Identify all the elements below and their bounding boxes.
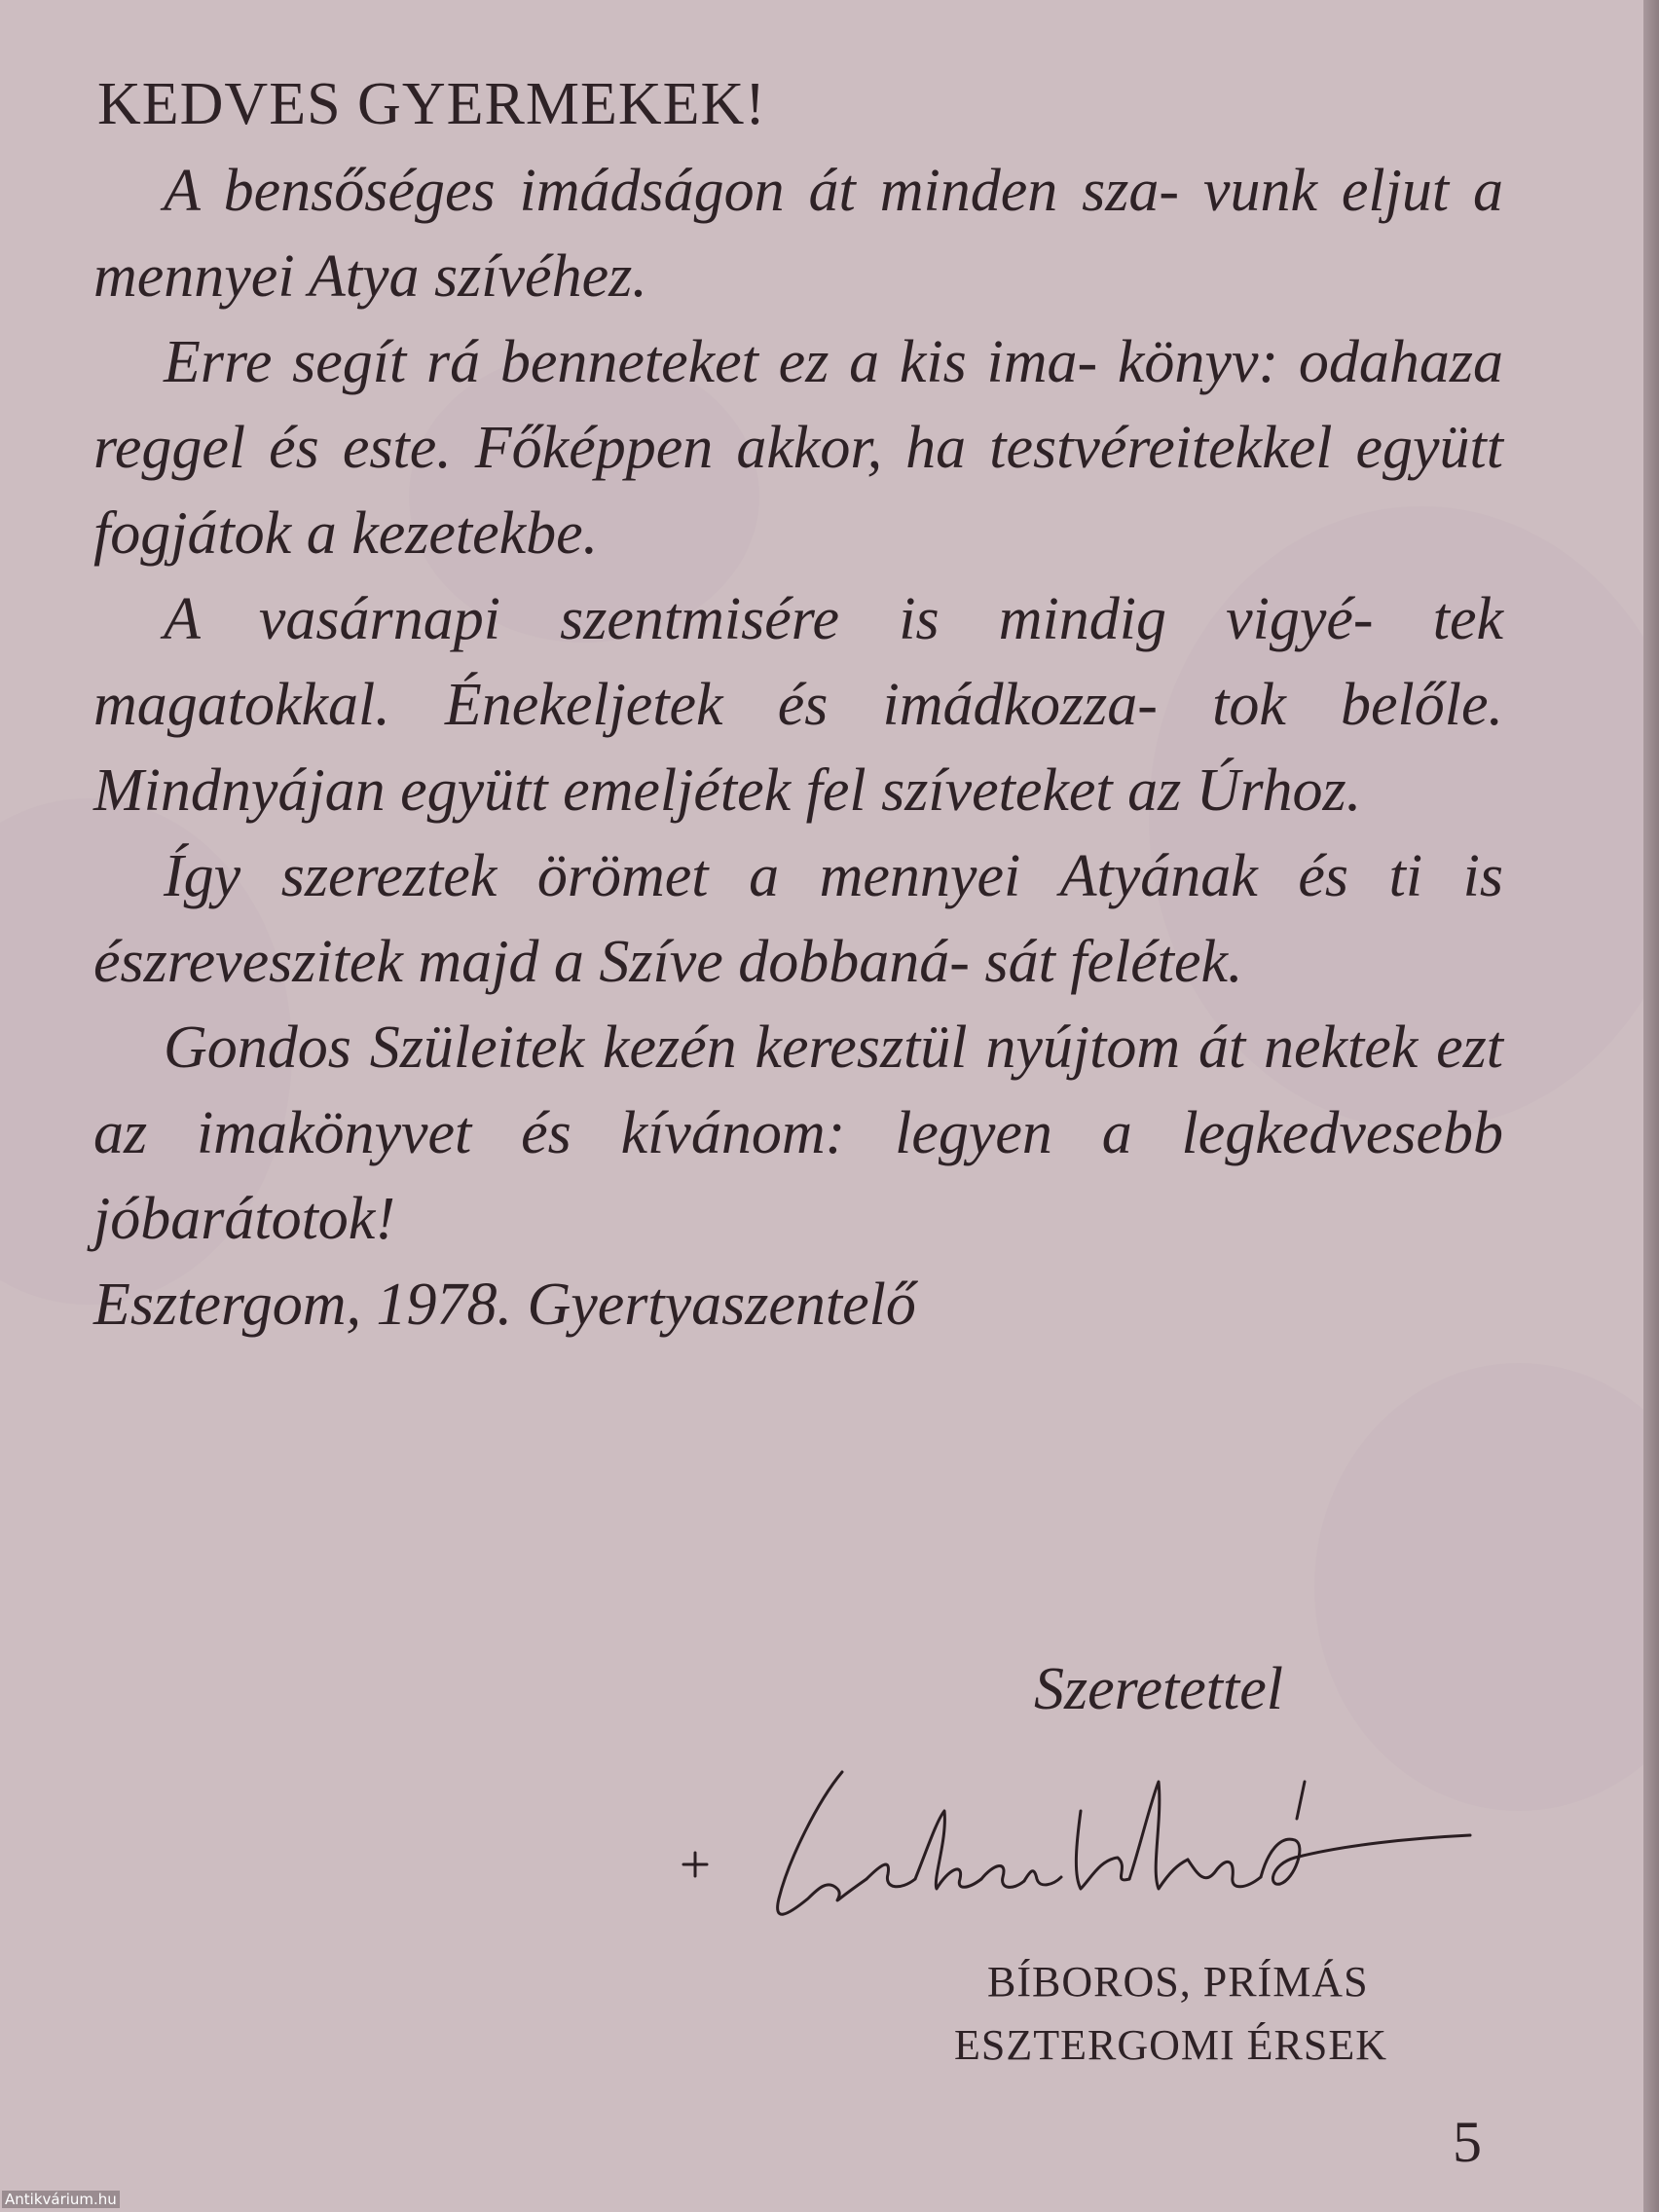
watermark: Antikvárium.hu — [2, 2191, 120, 2208]
place-date-line: Esztergom, 1978. Gyertyaszentelő — [93, 1272, 916, 1338]
text-line: tok belőle. Mindnyájan együtt emeljétek fel — [93, 672, 1503, 824]
text-line: legyen a legkedvesebb jóbarátotok! — [93, 1100, 1504, 1252]
text-line: és ti is észreveszitek majd a Szíve dobbaná- — [93, 843, 1504, 995]
signer-title: ESZTERGOMI ÉRSEK — [954, 2021, 1387, 2069]
text-line: kezetekbe. — [351, 500, 599, 567]
text-line: vunk eljut a mennyei Atya szívéhez. — [93, 158, 1504, 310]
paragraph — [93, 833, 1503, 1005]
text-line: A vasárnapi szentmisére is mindig vigyé- — [164, 586, 1374, 652]
paragraph — [93, 319, 1503, 576]
closing-salutation: Szeretettel — [1034, 1656, 1283, 1722]
paragraph — [93, 576, 1503, 833]
text-line: tek magatokkal. Énekeljetek és imádkozza- — [93, 586, 1503, 738]
greeting-heading: KEDVES GYERMEKEK! — [97, 71, 766, 137]
text-line: akkor, ha testvéreitekkel együtt fogjátok a — [93, 415, 1504, 567]
text-line: könyv: odahaza reggel és este. Főképpen — [93, 329, 1504, 481]
text-line: át nektek ezt az imakönyvet és kívánom: — [93, 1014, 1504, 1166]
text-line: Erre segít rá benneteket ez a kis ima- — [164, 329, 1098, 395]
paragraph — [93, 148, 1503, 319]
page-edge — [1643, 0, 1659, 2212]
paragraph — [93, 1005, 1503, 1262]
text-line: Így szereztek örömet a mennyei Atyának — [164, 843, 1258, 909]
letter-body — [93, 148, 1503, 1347]
text-line: A bensőséges imádságon át minden sza- — [164, 158, 1180, 224]
text-line: sát felétek. — [984, 929, 1243, 995]
signer-title: BÍBOROS, PRÍMÁS — [987, 1958, 1369, 2006]
handwritten-signature — [672, 1743, 1480, 1947]
text-line: szíveteket az Úrhoz. — [881, 757, 1362, 824]
page-number: 5 — [1453, 2110, 1482, 2174]
text-line: Gondos Szüleitek kezén keresztül nyújtom — [164, 1014, 1181, 1081]
